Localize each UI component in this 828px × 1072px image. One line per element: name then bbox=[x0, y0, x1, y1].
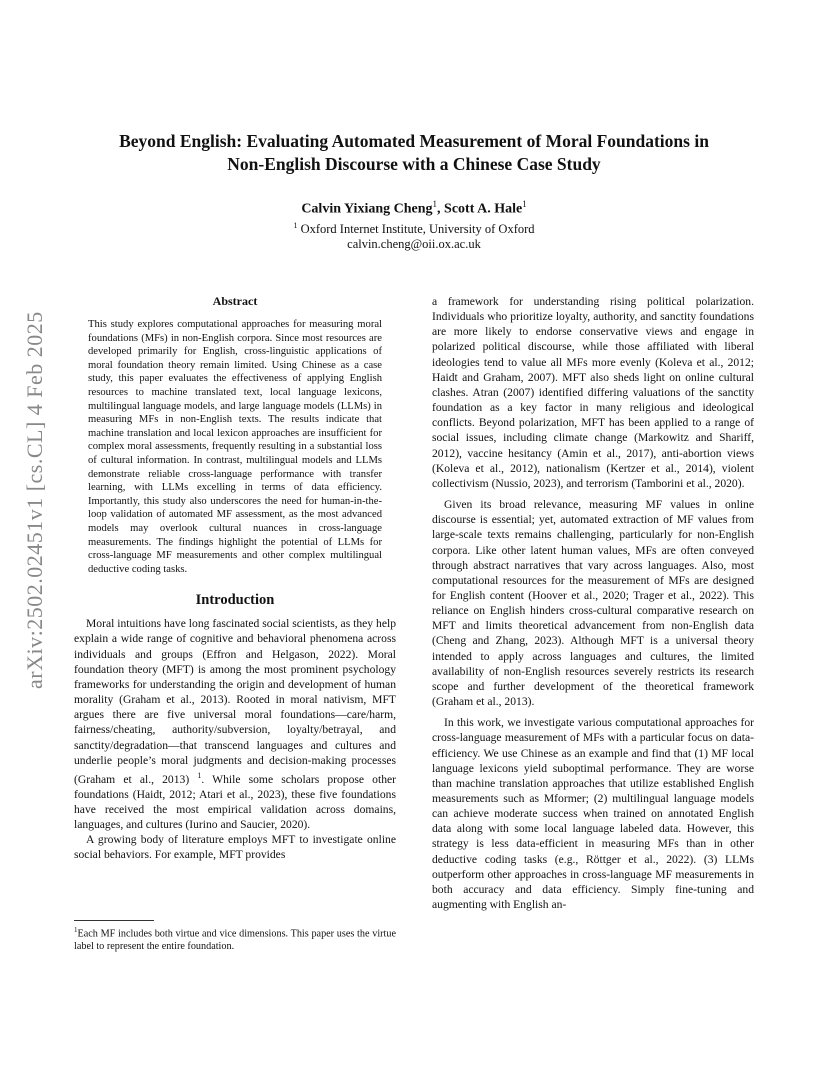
intro-paragraph-2-start: A growing body of literature employs MFT to investigate online social behaviors. For example, MFT provides bbox=[74, 833, 396, 862]
arxiv-identifier: arXiv:2502.02451v1 [cs.CL] 4 Feb 2025 bbox=[22, 311, 47, 689]
intro-paragraph-1 bbox=[74, 616, 396, 832]
title-line-2: Non-English Discourse with a Chinese Case Study bbox=[227, 154, 601, 174]
intro-paragraph-3: Given its broad relevance, measuring MF values in online discourse is essential; yet, automated extraction of MF values from large-scale texts remains challenging, particularly for non-English corpora. Like other latent human values, MFs are often conveyed through abstract narratives that vary across languages. Also, most computational resources for the measurement of MFs are designed for English content (Hoover et al., 2020; Trager et al., 2022). This reliance on English hinders cross-cultural comparative research on MFT and limits theoretical advancement from non-English data (Cheng and Zhang, 2023). Although MFT is a universal theory intended to apply across languages and cultures, the limited availability of non-English resources severely restricts its research scope and further development of the theoretical framework (Graham et al., 2013). bbox=[432, 498, 754, 709]
author-separator: , bbox=[437, 201, 445, 217]
affiliation-mark: 1 bbox=[522, 199, 527, 209]
footnote-number: 1 bbox=[74, 926, 78, 934]
right-column bbox=[432, 294, 754, 912]
paper-title bbox=[74, 130, 754, 176]
introduction-heading: Introduction bbox=[195, 592, 275, 609]
footnote bbox=[74, 924, 396, 953]
title-line-1: Beyond English: Evaluating Automated Measurement of Moral Foundations in bbox=[119, 131, 709, 151]
affiliation-mark: 1 bbox=[432, 199, 438, 209]
intro-paragraph-4: In this work, we investigate various computational approaches for cross-language measurement of MFs with a particular focus on data-efficiency. We use Chinese as an example and find that (1) MF local language lexicons yield suboptimal performance. They are worse than machine translation approaches that utilize established English measurements such as Mformer; (2) multilingual language models can achieve moderate success when trained on annotated English data along with some local language labeled data. However, this strategy is less data-efficient in measuring MFs than in other deductive coding tasks (e.g., Röttger et al., 2022). (3) LLMs outperform other approaches in cross-language MF measurements in both accuracy and data efficiency. Simply fine-tuning and augmenting with English an- bbox=[432, 716, 754, 912]
footnote-reference: 1 bbox=[197, 770, 202, 780]
author-name: Scott A. Hale bbox=[444, 201, 523, 217]
affiliation-block bbox=[74, 218, 754, 252]
author-email: calvin.cheng@oii.ox.ac.uk bbox=[347, 237, 481, 252]
abstract-heading: Abstract bbox=[212, 294, 258, 308]
paragraph-text: . While some scholars propose other foundations (Haidt, 2012; Atari et al., 2023), these five foundations have received the most empirical validation across domains, languages, and cultures (Iurino and Saucier, 2020). bbox=[74, 772, 397, 832]
paragraph-text: Moral intuitions have long fascinated social scientists, as they help explain a wide range of cognitive and behavioral phenomena across individuals and groups (Effron and Helgason, 2022). Moral foundation theory (MFT) is among the most prominent psychology frameworks for understanding the origin and development of human morality (Graham et al., 2013). Rooted in moral nativism, MFT argues there are five universal moral foundations—care/harm, fairness/cheating, authority/subversion, loyalty/betrayal, and sanctity/degradation—that transcend languages and cultures and underlie people’s moral judgments and decision-making processes (Graham et al., 2013) bbox=[74, 617, 396, 786]
affiliation-line bbox=[74, 218, 754, 237]
footnote-divider bbox=[74, 920, 154, 921]
author-name: Calvin Yixiang Cheng bbox=[301, 201, 433, 217]
abstract-text: This study explores computational approaches for measuring moral foundations (MFs) in non-English corpora. Since most resources are developed primarily for English, cross-linguistic applications of moral foundation theory remain limited. Using Chinese as a case study, this paper evaluates the effectiveness of applying English resources to machine translated text, local language lexicons, multilingual language models, and large language models (LLMs) in measuring MFs in non-English texts. The results indicate that machine translation and local lexicon approaches are insufficient for complex moral assessments, frequently resulting in a substantial loss of cultural information. In contrast, multilingual models and LLMs demonstrate reliable cross-language performance with transfer learning, with LLMs excelling in terms of data efficiency. Importantly, this study also underscores the need for human-in-the-loop validation of automated MF assessment, as the most advanced models may overlook cultural nuances in cross-language measurements. The findings highlight the potential of LLMs for cross-language MF measurements and other complex multilingual deductive coding tasks. bbox=[88, 319, 382, 575]
author-list bbox=[74, 199, 754, 218]
intro-paragraph-2-continued: a framework for understanding rising political polarization. Individuals who prioritize loyalty, authority, and sanctity foundations are more likely to endorse conservative views and engage in polarized political discourse, while those affiliated with liberal ideologies tend to value all MFs more evenly (Koleva et al., 2012; Haidt and Graham, 2007). MFT also sheds light on online cultural clashes. Atran (2007) identified differing valuations of the sanctity foundation as a key factor in many religious and ideological conflicts. Beyond polarization, MFT has been applied to a range of social issues, including climate change (Markowitz and Shariff, 2012), vaccine hesitancy (Amin et al., 2017), anti-abortion views (Koleva et al., 2012), nationalism (Kertzer et al., 2014), violent collectivism (Nussio, 2023), and terrorism (Tamborini et al., 2020). bbox=[432, 295, 754, 490]
affiliation-mark: 1 bbox=[293, 221, 298, 230]
footnote-text: Each MF includes both virtue and vice dimensions. This paper uses the virtue label to represent the entire foundation. bbox=[74, 928, 396, 953]
left-column bbox=[74, 294, 396, 863]
institution-name: Oxford Internet Institute, University of Oxford bbox=[297, 222, 535, 237]
